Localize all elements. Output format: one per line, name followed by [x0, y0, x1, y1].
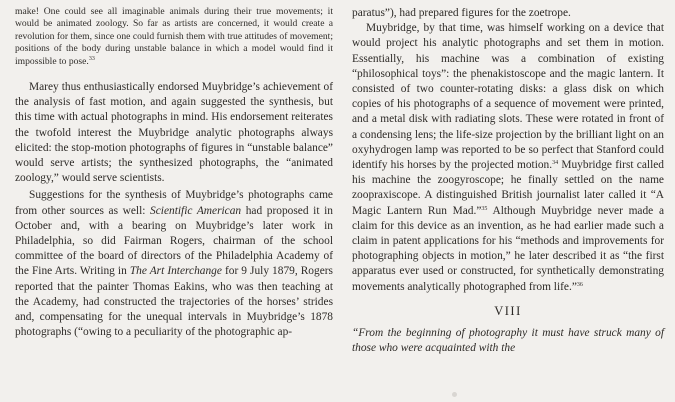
paragraph-continued: paratus”), had prepared figures for the zoetrope. — [352, 7, 571, 19]
paragraph-marey: Marey thus enthusiastically endorsed Muybridge’s achievement of the analysis of fast motion, and again suggested the synthesis, but this time with actual photographs in mind. His endorsement reiterates the twofold interest the Muybridge analytic photographs always elicited: the stop-motion photographs of figures in “unstable balance” would serve artists; the synthesized photographs, the “animated zoology,” would serve scientists. — [15, 81, 333, 185]
publication-title: The Art Interchange — [129, 265, 222, 278]
epigraph: “From the beginning of photography it must have struck many of those who were acquainted with the — [352, 326, 664, 355]
publication-title: Scientific American — [150, 204, 242, 217]
block-quote-text: make! One could see all imaginable animals during their true movements; it would be animated zoology. So far as artists are concerned, it would create a revolution for them, since one could furnish them with true attitudes of movement; positions of the body during unstable balance in which a model would find it impossible to pose. — [15, 6, 333, 67]
footnote-ref-33: 33 — [88, 55, 95, 62]
paper-mark — [452, 392, 457, 397]
paragraph-suggestions: Suggestions for the synthesis of Muybridge’s photographs came from other sources as well: Scientific American had proposed it in October and, with a bearing on Muybridge’s later work in Philadelphia, so did Fairman Rogers, chairman of the school committee of the board of directors of the Philadelphia Academy of the Fine Arts. Writing in The Art Interchange for 9 July 1879, Rogers reported that the painter Thomas Eakins, who was then teaching at the Academy, had constructed the trajectories of the horses’ strides and, compensating for the unequal intervals in Muybridge’s 1878 photographs (“owing to a peculiarity of the photographic ap- — [15, 189, 333, 339]
paragraph-gap — [15, 68, 333, 80]
footnote-ref-36: 36 — [576, 281, 583, 288]
block-quote — [15, 6, 333, 68]
paragraph-zoopraxiscope: Muybridge, by that time, was himself working on a device that would project his analytic photographs and set them in motion. Essentially, his machine was a combination of existing “philosophical toys”: the phenakistoscope and the magic lantern. It consisted of two counter-rotating disks: a glass disk on which copies of his photographs of a sequence of movement were printed, and a metal disk with radiating slots. These were rotated in front of a condensing lens; the life-size projection by the brilliant light on an oxyhydrogen lamp was reported to be so perfect that Stanford could identify his horses by the projected motion.$^{34}$ Muybridge first called his machine the zoogyroscope; he finally settled on the name zoopraxiscope. A distinguished British journalist later called it “A Magic Lantern Run Mad.”$^{35}$ Although Muybridge never made a claim for this device as an invention, as he had earlier made such a claim in patent applications for his “methods and improvements for photographing objects in motion,” he later described it as “the first apparatus ever used or constructed, for synthetically demonstrating movements analytically photographed from life.”$^{36}$ — [352, 22, 665, 293]
footnote-ref-34: 34 — [552, 160, 559, 167]
left-column — [15, 6, 333, 340]
section-heading: VIII — [494, 303, 522, 318]
footnote-ref-35: 35 — [481, 205, 488, 212]
right-column — [352, 6, 664, 356]
